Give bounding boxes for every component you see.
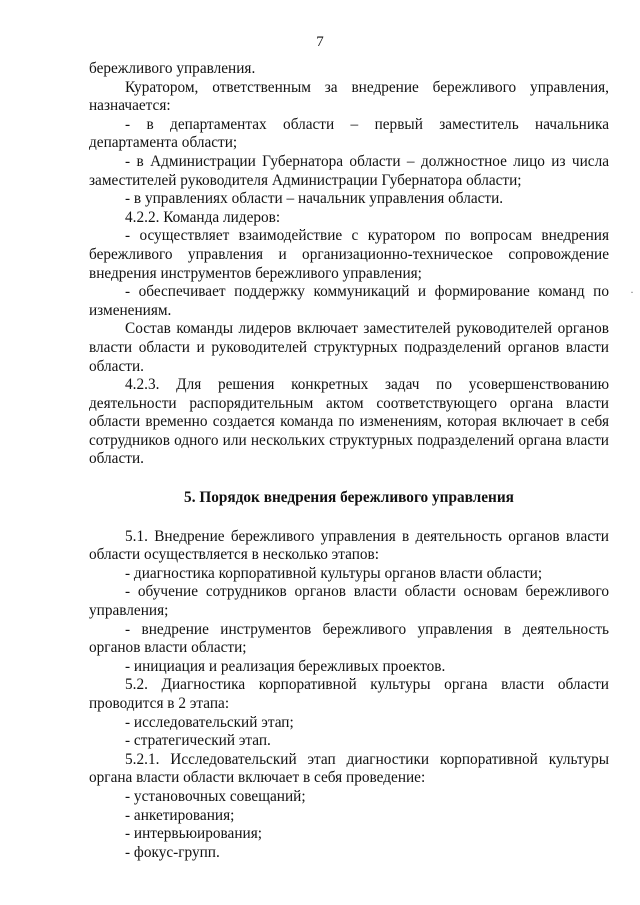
paragraph: - осуществляет взаимодействие с куратором по вопросам внедрения бережливого управления и организационно-техническое сопровождение внедрения инструментов бережливого управления; (89, 227, 609, 282)
section-heading: 5. Порядок внедрения бережливого управления (184, 489, 514, 507)
paragraph: 5.2. Диагностика корпоративной культуры органа власти области проводится в 2 этапа: (89, 676, 609, 712)
paragraph: 4.2.3. Для решения конкретных задач по усовершенствованию деятельности распорядительным актом соответствующего органа власти области временно создается команда по изменениям, которая включает в себя сотрудников одного или нескольких структурных подразделений органа власти области. (89, 376, 609, 468)
paragraph: - интервьюирования; (125, 825, 262, 843)
paragraph: - фокус-групп. (125, 843, 220, 861)
paragraph: 4.2.2. Команда лидеров: (125, 208, 281, 226)
paragraph: - диагностика корпоративной культуры органов власти области; (125, 564, 543, 582)
paragraph: - в управлениях области – начальник управления области. (125, 190, 504, 208)
paragraph: - обучение сотрудников органов власти области основам бережливого управления; (89, 583, 609, 620)
paragraph: - стратегический этап. (125, 732, 271, 750)
paragraph: - внедрение инструментов бережливого управления в деятельность органов власти области; (89, 620, 609, 657)
page-number: 7 (316, 34, 324, 50)
paragraph: - в департаментах области – первый заместитель начальника департамента области; (89, 115, 609, 152)
paragraph: 5.2.1. Исследовательский этап диагностики корпоративной культуры органа власти области включает в себя проведение: (89, 750, 609, 787)
paragraph: 5.1. Внедрение бережливого управления в деятельность органов власти области осуществляется в несколько этапов: (89, 527, 609, 564)
paragraph: - исследовательский этап; (125, 713, 294, 731)
paragraph: Состав команды лидеров включает заместителей руководителей органов власти области и руководителей структурных подразделений органов власти области. (89, 320, 609, 375)
section-4-continuation (89, 60, 609, 469)
section-5-body (89, 528, 609, 863)
paragraph: Куратором, ответственным за внедрение бережливого управления, назначается: (89, 78, 609, 115)
paragraph: - в Администрации Губернатора области – должностное лицо из числа заместителей руководителя Администрации Губернатора области; (89, 152, 609, 189)
paragraph: - инициация и реализация бережливых проектов. (125, 657, 446, 675)
paragraph: бережливого управления. (89, 60, 256, 77)
margin-mark: · (630, 285, 634, 299)
paragraph: - установочных совещаний; (125, 787, 306, 805)
paragraph: - обеспечивает поддержку коммуникаций и формирование команд по изменениям. (89, 283, 609, 319)
paragraph: - анкетирования; (125, 806, 235, 824)
document-body (89, 60, 609, 862)
